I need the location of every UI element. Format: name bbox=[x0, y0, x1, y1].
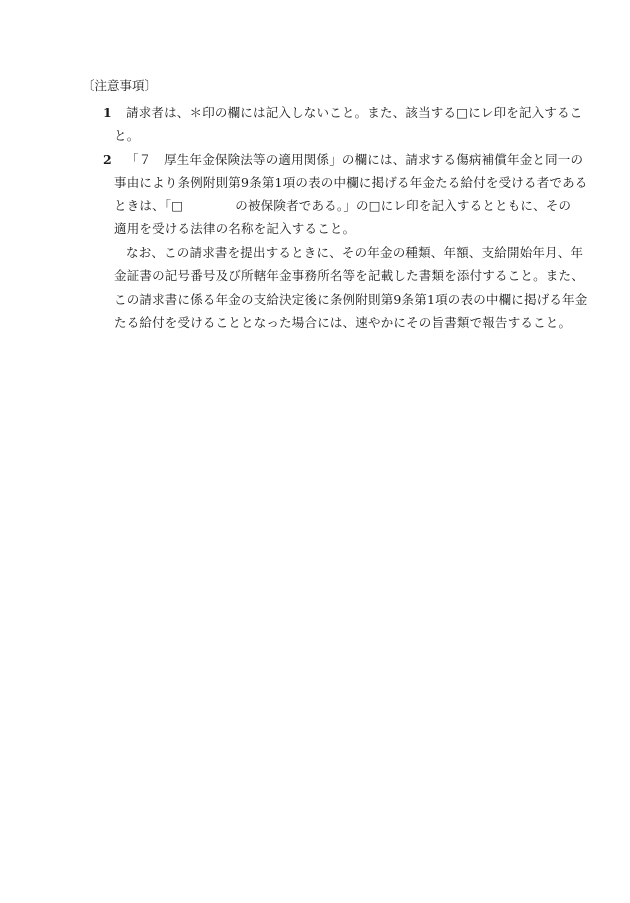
item-2-line-6: 金証書の記号番号及び所轄年金事務所名等を記載した書類を添付すること。また、 bbox=[114, 268, 584, 283]
item-2-line-4: 適用を受ける法律の名称を記入すること。 bbox=[114, 221, 356, 236]
notes-heading: 〔注意事項〕 bbox=[82, 78, 158, 93]
item-2-line-7: この請求書に係る年金の支給決定後に条例附則第9条第1項の表の中欄に掲げる年金 bbox=[114, 292, 588, 307]
item-2-line-1: 「７ 厚生年金保険法等の適用関係」の欄には、請求する傷病補償年金と同一の bbox=[126, 152, 584, 167]
item-2-line-3-end: の被保険者である。」の□にレ印を記入するとともに、その bbox=[235, 198, 572, 213]
item-2-number: 2 bbox=[103, 152, 112, 167]
item-2-line-3 bbox=[114, 196, 571, 216]
item-1-line-2: と。 bbox=[114, 128, 140, 143]
item-2-line-5: なお、この請求書を提出するときに、その年金の種類、年額、支給開始年月、年 bbox=[126, 245, 584, 260]
item-1-line-1: 請求者は、＊印の欄には記入しないこと。また、該当する□にレ印を記入するこ bbox=[126, 105, 583, 120]
item-1-number: 1 bbox=[103, 105, 112, 120]
item-2-line-2: 事由により条例附則第9条第1項の表の中欄に掲げる年金たる給付を受ける者である bbox=[114, 175, 588, 190]
item-2-line-3-start: ときは、「□ bbox=[114, 198, 184, 213]
item-2-line-8: たる給付を受けることとなった場合には、速やかにその旨書類で報告すること。 bbox=[114, 315, 572, 330]
